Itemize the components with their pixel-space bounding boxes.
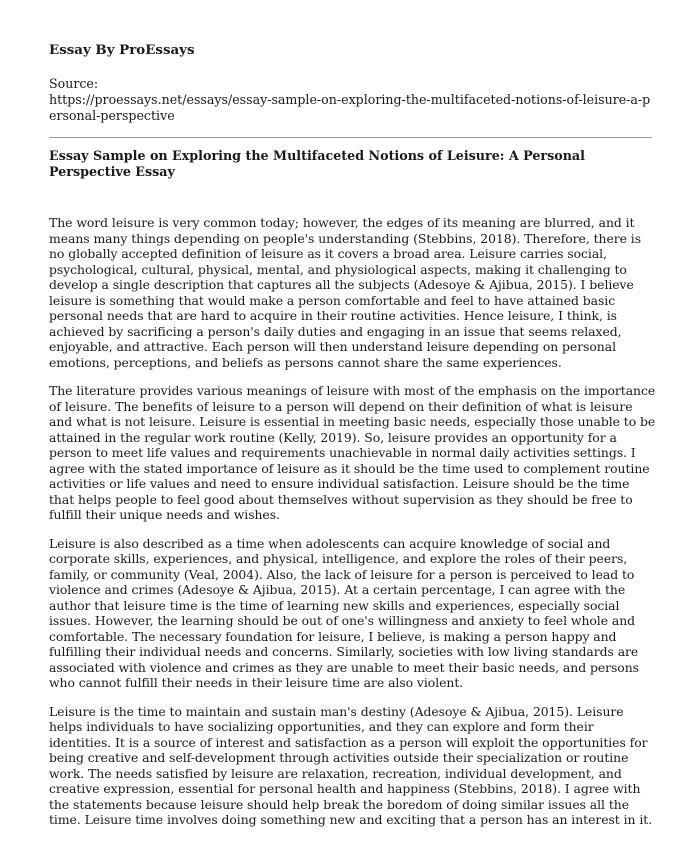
section-divider — [49, 137, 652, 138]
source-url-link[interactable]: https://proessays.net/essays/essay-sample-on-exploring-the-multifaceted-notions-of-leisure-a-personal-perspective — [49, 92, 651, 123]
essay-title: Essay Sample on Exploring the Multifaceted Notions of Leisure: A Personal Perspective Essay — [49, 148, 585, 179]
source-block — [49, 76, 652, 124]
document-header-title: Essay By ProEssays — [49, 42, 195, 58]
essay-paragraph: Leisure is the time to maintain and sustain man's destiny (Adesoye & Ajibua, 2015). Leisure helps individuals to have socializing opportunities, and they can explore and form their identities. It is a source of interest and satisfaction as a person will exploit the opportunities for being creative and self-development through activities outside their specialization or routine work. The needs satisfied by leisure are relaxation, recreation, individual development, and creative expression, essential for personal health and happiness (Stebbins, 2018). I agree with the statements because leisure should help break the boredom of doing similar issues all the time. Leisure time involves doing something new and exciting that a person has an interest in it. — [49, 703, 653, 827]
source-label: Source: — [49, 76, 99, 91]
essay-body — [49, 215, 656, 841]
essay-paragraph: The literature provides various meanings of leisure with most of the emphasis on the importance of leisure. The benefits of leisure to a person will depend on their definition of what is leisure and what is not leisure. Leisure is essential in meeting basic needs, especially those unable to be attained in the regular work routine (Kelly, 2019). So, leisure provides an opportunity for a person to meet life values and requirements unachievable in normal daily activities settings. I agree with the stated importance of leisure as it should be the time used to complement routine activities or life values and need to ensure individual satisfaction. Leisure should be the time that helps people to feel good about themselves without supervision as they should be free to fulfill their unique needs and wishes. — [49, 383, 656, 522]
essay-paragraph: The word leisure is very common today; however, the edges of its meaning are blurred, and it means many things depending on people's understanding (Stebbins, 2018). Therefore, there is no globally accepted definition of leisure as it covers a broad area. Leisure carries social, psychological, cultural, physical, mental, and physiological aspects, making it challenging to develop a single description that captures all the subjects (Adesoye & Ajibua, 2015). I believe leisure is something that would make a person comfortable and feel to have attained basic personal needs that are hard to acquire in their routine activities. Hence leisure, I think, is achieved by sacrificing a person's daily duties and engaging in an issue that seems relaxed, enjoyable, and attractive. Each person will then understand leisure depending on personal emotions, perceptions, and beliefs as persons cannot share the same experiences. — [49, 215, 642, 370]
essay-paragraph: Leisure is also described as a time when adolescents can acquire knowledge of social and corporate skills, experiences, and physical, intelligence, and explore the roles of their peers, family, or community (Veal, 2004). Also, the lack of leisure for a person is perceived to lead to violence and crimes (Adesoye & Ajibua, 2015). At a certain percentage, I can agree with the author that leisure time is the time of learning new skills and experiences, especially social issues. However, the learning should be out of one's willingness and anxiety to feel whole and comfortable. The necessary foundation for leisure, I believe, is making a person happy and fulfilling their individual needs and concerns. Similarly, societies with low living standards are associated with violence and crimes as they are unable to meet their basic needs, and persons who cannot fulfill their needs in their leisure time are also violent. — [49, 535, 639, 690]
